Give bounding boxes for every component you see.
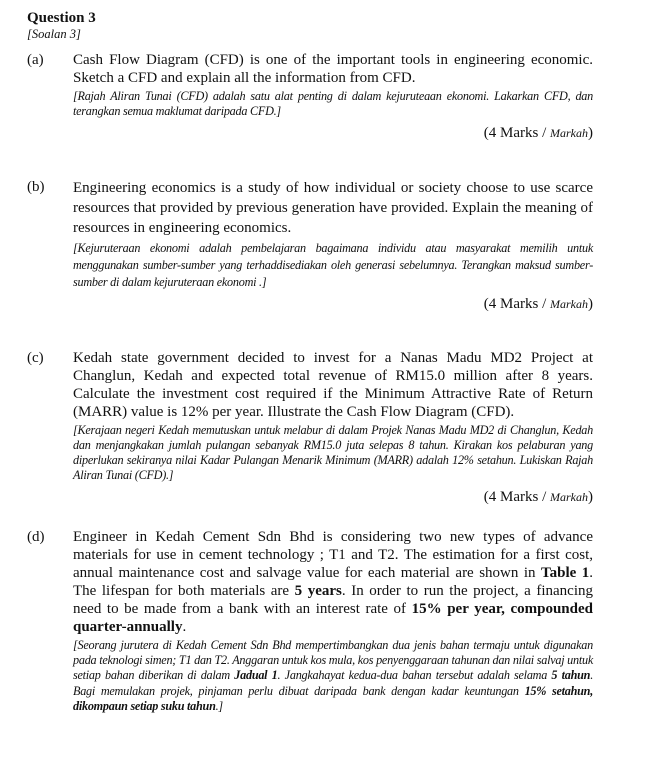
question-text-en: Cash Flow Diagram (CFD) is one of the important tools in engineering economic. Sketch a CFD and explain all the information from CFD. bbox=[73, 52, 593, 86]
question-subtitle: [Soalan 3] bbox=[27, 27, 81, 41]
part-a bbox=[27, 51, 593, 142]
question-text-en: Engineering economics is a study of how individual or society choose to use scarce resources that provided by previous generation have provided. Explain the meaning of resources in engineering economics. bbox=[73, 179, 593, 236]
question-text-my: [Seorang jurutera di Kedah Cement Sdn Bhd mempertimbangkan dua jenis bahan termaju untuk digunakan pada teknologi simen; T1 dan T2. Anggaran untuk kos mula, kos penyenggaraan tahunan dan nilai salvaj untuk setiap bahan diberikan di dalam Jadual 1. Jangkahayat kedua-dua bahan tersebut adalah selama 5 tahun. Bagi memulakan projek, pinjaman perlu dibuat daripada bank dengan kadar keuntungan 15% setahun, dikompaun setiap suku tahun.] bbox=[73, 637, 593, 713]
question-text-en: Kedah state government decided to invest for a Nanas Madu MD2 Project at Changlun, Kedah and expected total revenue of RM15.0 million after 8 years. Calculate the investment cost required if the Minimum Attractive Rate of Return (MARR) value is 12% per year. Illustrate the Cash Flow Diagram (CFD). bbox=[73, 349, 593, 420]
part-label: (a) bbox=[27, 52, 44, 68]
question-title: Question 3 bbox=[27, 10, 96, 26]
part-label: (c) bbox=[27, 349, 44, 366]
marks: (4 Marks / Markah) bbox=[483, 124, 593, 141]
question-text-my: [Kerajaan negeri Kedah memutuskan untuk melabur di dalam Projek Nanas Madu MD2 di Changlun, Kedah dan menjangkakan jumlah pulangan sebanyak RM15.0 juta selepas 8 tahun. Kirakan kos pelaburan yang diperlukan sekiranya nilai Kadar Pulangan Menarik Minimum (MARR) adalah 12% setahun. Lukiskan Rajah Aliran Tunai (CFD).] bbox=[73, 422, 593, 483]
question-text-en: Engineer in Kedah Cement Sdn Bhd is considering two new types of advance materials for use in cement technology ; T1 and T2. The estimation for a first cost, annual maintenance cost and salvage value for each material are shown in Table 1. The lifespan for both materials are 5 years. In order to run the project, a financing need to be made from a bank with an interest rate of 15% per year, compounded quarter-annually. bbox=[73, 528, 594, 635]
part-label: (d) bbox=[27, 528, 45, 545]
question-text-my: [Kejuruteraan ekonomi adalah pembelajaran bagaimana individu atau masyarakat memilih untuk menggunakan sumber-sumber yang terhaddisediakan oleh generasi sebelumnya. Terangkan maksud sumber-sumber di dalam kejuruteraan ekonomi .] bbox=[73, 240, 593, 289]
part-b bbox=[27, 178, 593, 313]
part-d bbox=[27, 528, 593, 714]
part-c bbox=[27, 349, 593, 506]
marks: (4 Marks / Markah) bbox=[483, 295, 593, 312]
question-text-my: [Rajah Aliran Tunai (CFD) adalah satu alat penting di dalam kejuruteaan ekonomi. Lakarkan CFD, dan terangkan semua maklumat daripada CFD.] bbox=[73, 89, 593, 119]
marks: (4 Marks / Markah) bbox=[483, 488, 593, 505]
part-label: (b) bbox=[27, 178, 45, 195]
